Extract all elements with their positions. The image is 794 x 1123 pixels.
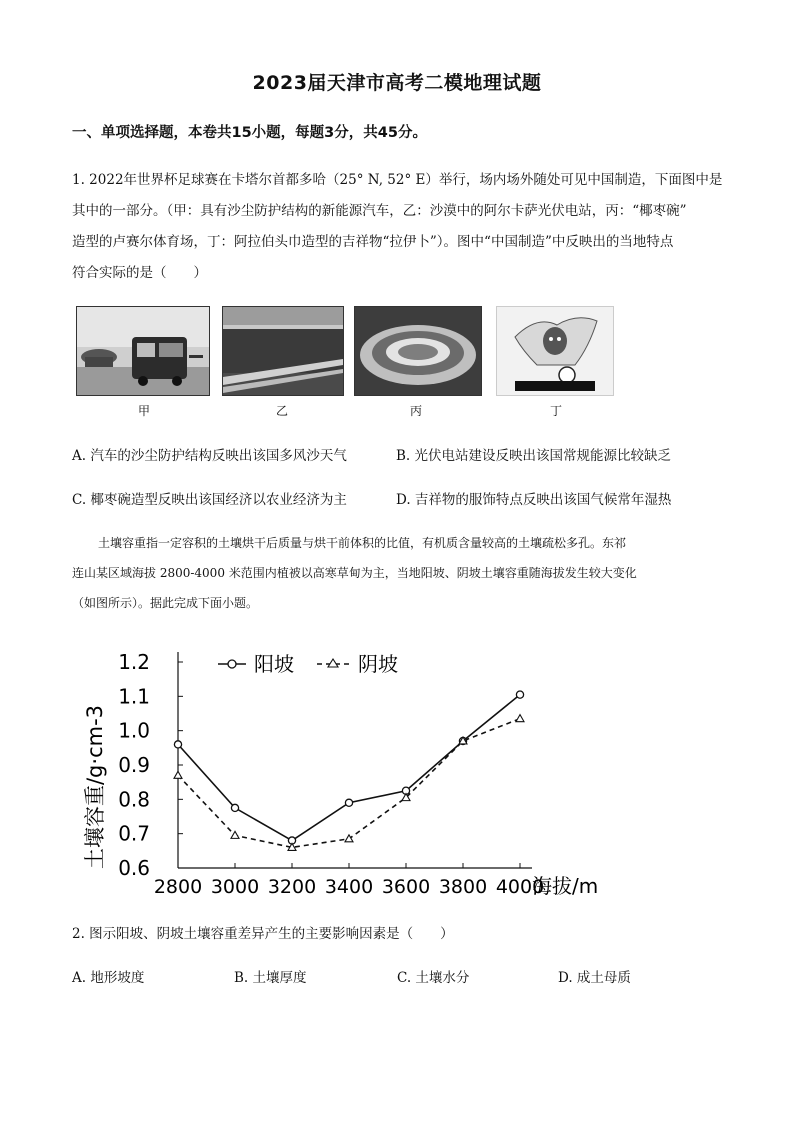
x-tick-label: 3200 bbox=[267, 876, 317, 898]
question-1-line: 符合实际的是（ ） bbox=[72, 265, 207, 281]
passage-line: （如图所示）。据此完成下面小题。 bbox=[72, 596, 259, 610]
y-tick-label: 1.0 bbox=[118, 718, 150, 743]
passage-line: 连山某区域海拔 2800-4000 米范围内植被以高寒草甸为主，当地阳坡、阴坡土壤容重随海拔发生较大变化 bbox=[72, 566, 637, 580]
question-2-stem: 2. 图示阳坡、阴坡土壤容重差异产生的主要影响因素是（ ） bbox=[72, 926, 454, 942]
x-tick-label: 3400 bbox=[324, 876, 374, 898]
legend-marker-sunny bbox=[228, 660, 236, 668]
question-1-stem bbox=[72, 165, 732, 289]
question-2-option-c: C. 土壤水分 bbox=[397, 970, 470, 986]
passage-line: 土壤容重指一定容积的土壤烘干后质量与烘干前体积的比值，有机质含量较高的土壤疏松多孔。东祁 bbox=[98, 536, 627, 550]
question-1-option-d: D. 吉祥物的服饰特点反映出该国气候常年湿热 bbox=[396, 492, 672, 508]
photo-caption-ding: 丁 bbox=[550, 404, 563, 418]
soil-bulk-density-chart bbox=[70, 640, 630, 905]
legend-label-sunny: 阳坡 bbox=[254, 652, 294, 676]
question-1-option-b: B. 光伏电站建设反映出该国常规能源比较缺乏 bbox=[396, 448, 672, 464]
chart-series bbox=[174, 691, 524, 850]
photo-caption-yi: 乙 bbox=[276, 404, 289, 418]
data-point-circle bbox=[231, 804, 238, 811]
exam-title: 2023届天津市高考二模地理试题 bbox=[252, 72, 542, 94]
photo-jia-bus bbox=[76, 306, 210, 396]
y-tick-label: 1.2 bbox=[118, 650, 150, 674]
question-1-option-a: A. 汽车的沙尘防护结构反映出该国多风沙天气 bbox=[72, 448, 347, 464]
y-tick-label: 0.9 bbox=[118, 753, 150, 777]
data-point-circle bbox=[345, 799, 352, 806]
chart-legend bbox=[218, 652, 398, 676]
section-heading: 一、单项选择题，本卷共15小题，每题3分，共45分。 bbox=[72, 125, 427, 141]
chart-y-axis-label: 土壤容重/g·cm-3 bbox=[83, 704, 107, 870]
y-tick-label: 0.6 bbox=[118, 856, 150, 880]
photo-caption-bing: 丙 bbox=[410, 404, 423, 418]
reading-passage bbox=[72, 528, 732, 618]
y-tick-label: 0.8 bbox=[118, 787, 150, 812]
question-2-option-d: D. 成土母质 bbox=[558, 970, 631, 986]
legend-label-shady: 阴坡 bbox=[358, 652, 398, 676]
photo-yi-solar bbox=[222, 306, 344, 396]
series-line-sunny-slope bbox=[178, 695, 520, 841]
x-tick-label: 3600 bbox=[381, 876, 431, 898]
x-tick-label: 2800 bbox=[153, 876, 203, 898]
chart-ticks bbox=[118, 650, 544, 898]
y-tick-label: 1.1 bbox=[118, 684, 150, 709]
photo-ding-mascot bbox=[496, 306, 614, 396]
y-tick-label: 0.7 bbox=[118, 821, 150, 846]
photo-caption-jia: 甲 bbox=[138, 404, 151, 418]
data-point-circle bbox=[516, 691, 523, 698]
x-tick-label: 4000 bbox=[495, 876, 545, 898]
question-2-option-a: A. 地形坡度 bbox=[72, 970, 145, 986]
question-1-line: 造型的卢赛尔体育场，丁：阿拉伯头巾造型的吉祥物“拉伊卜”）。图中“中国制造”中反映出的当地特点 bbox=[72, 234, 674, 250]
chart-axes bbox=[178, 652, 532, 868]
legend-marker-shady bbox=[328, 659, 338, 667]
series-line-shady-slope bbox=[178, 719, 520, 848]
x-tick-label: 3800 bbox=[438, 876, 488, 898]
question-1-option-c: C. 椰枣碗造型反映出该国经济以农业经济为主 bbox=[72, 492, 347, 508]
question-1-line: 其中的一部分。（甲：具有沙尘防护结构的新能源汽车，乙：沙漠中的阿尔卡萨光伏电站，丙：“椰枣碗” bbox=[72, 203, 687, 219]
question-2-option-b: B. 土壤厚度 bbox=[234, 970, 307, 986]
data-point-circle bbox=[174, 741, 181, 748]
data-point-triangle bbox=[516, 715, 524, 722]
x-tick-label: 3000 bbox=[210, 876, 260, 898]
data-point-triangle bbox=[231, 831, 239, 838]
photo-bing-stadium bbox=[354, 306, 482, 396]
question-1-line: 1. 2022年世界杯足球赛在卡塔尔首都多哈（25° N, 52° E）举行，场内场外随处可见中国制造，下面图中是 bbox=[72, 172, 723, 188]
chart-x-axis-label: 海拔/m bbox=[532, 874, 599, 898]
data-point-triangle bbox=[174, 771, 182, 778]
